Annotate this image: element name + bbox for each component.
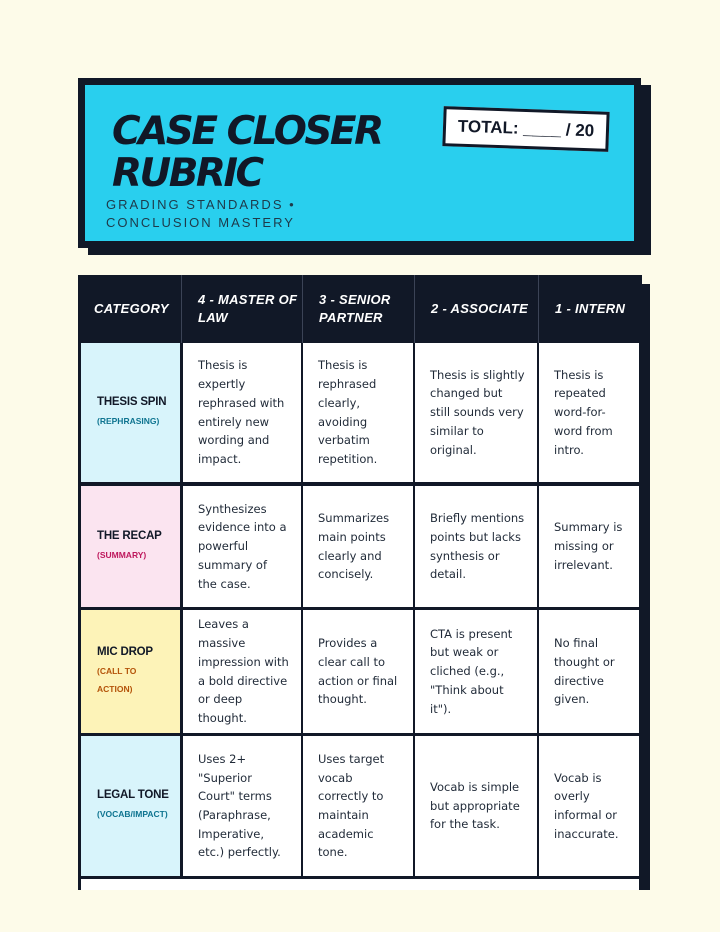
table-header [78, 275, 642, 343]
table-cell: Synthesizes evidence into a powerful summary of the case. [183, 486, 301, 607]
table-cell: Summary is missing or irrelevant. [539, 486, 639, 607]
column-header-category: CATEGORY [94, 301, 169, 316]
table-cell: No final thought or directive given. [539, 610, 639, 733]
page-title: CASE CLOSER RUBRIC [112, 109, 382, 196]
table-cell: Thesis is rephrased clearly, avoiding verbatim repetition. [303, 343, 413, 482]
column-header-1: 1 - INTERN [538, 275, 642, 343]
table-cell: Thesis is repeated word-for-word from intro. [539, 343, 639, 482]
total-score-box: TOTAL: ____ / 20 [442, 106, 609, 152]
category-cell [81, 736, 180, 876]
category-name: LEGAL TONE [97, 789, 169, 801]
table-cell: Leaves a massive impression with a bold directive or deep thought. [183, 610, 301, 733]
category-cell [81, 610, 180, 733]
table-cell: Vocab is overly informal or inaccurate. [539, 736, 639, 876]
table-cell: Uses 2+ "Superior Court" terms (Paraphrase, Imperative, etc.) perfectly. [183, 736, 301, 876]
page-subtitle: GRADING STANDARDS • CONCLUSION MASTERY [106, 197, 296, 230]
category-name: MIC DROP [97, 645, 153, 658]
category-subtitle: (SUMMARY) [97, 549, 147, 560]
category-name: THE RECAP [97, 529, 162, 542]
table-cell: Summarizes main points clearly and concisely. [303, 486, 413, 607]
column-header-4: 4 - MASTER OF LAW [181, 275, 302, 343]
table-cell: CTA is present but weak or cliched (e.g., "Think about it"). [415, 610, 537, 733]
table-cell: Briefly mentions points but lacks synthesis or detail. [415, 486, 537, 607]
table-cell: Vocab is simple but appropriate for the task. [415, 736, 537, 876]
category-subtitle: (VOCAB/IMPACT) [97, 809, 168, 819]
category-cell [81, 486, 180, 607]
column-header-2: 2 - ASSOCIATE [414, 275, 538, 343]
rubric-table [78, 275, 642, 890]
table-next-row-edge [81, 879, 639, 890]
column-header-3: 3 - SENIOR PARTNER [302, 275, 414, 343]
table-cell: Thesis is slightly changed but still sounds very similar to original. [415, 343, 537, 482]
header-card [78, 78, 641, 248]
table-cell: Thesis is expertly rephrased with entirely new wording and impact. [183, 343, 301, 482]
table-cell: Uses target vocab correctly to maintain academic tone. [303, 736, 413, 876]
table-cell: Provides a clear call to action or final thought. [303, 610, 413, 733]
category-name: THESIS SPIN [97, 395, 167, 408]
category-subtitle: (REPHRASING) [97, 415, 160, 426]
category-cell [81, 343, 180, 482]
category-subtitle: (CALL TO ACTION) [97, 665, 137, 694]
